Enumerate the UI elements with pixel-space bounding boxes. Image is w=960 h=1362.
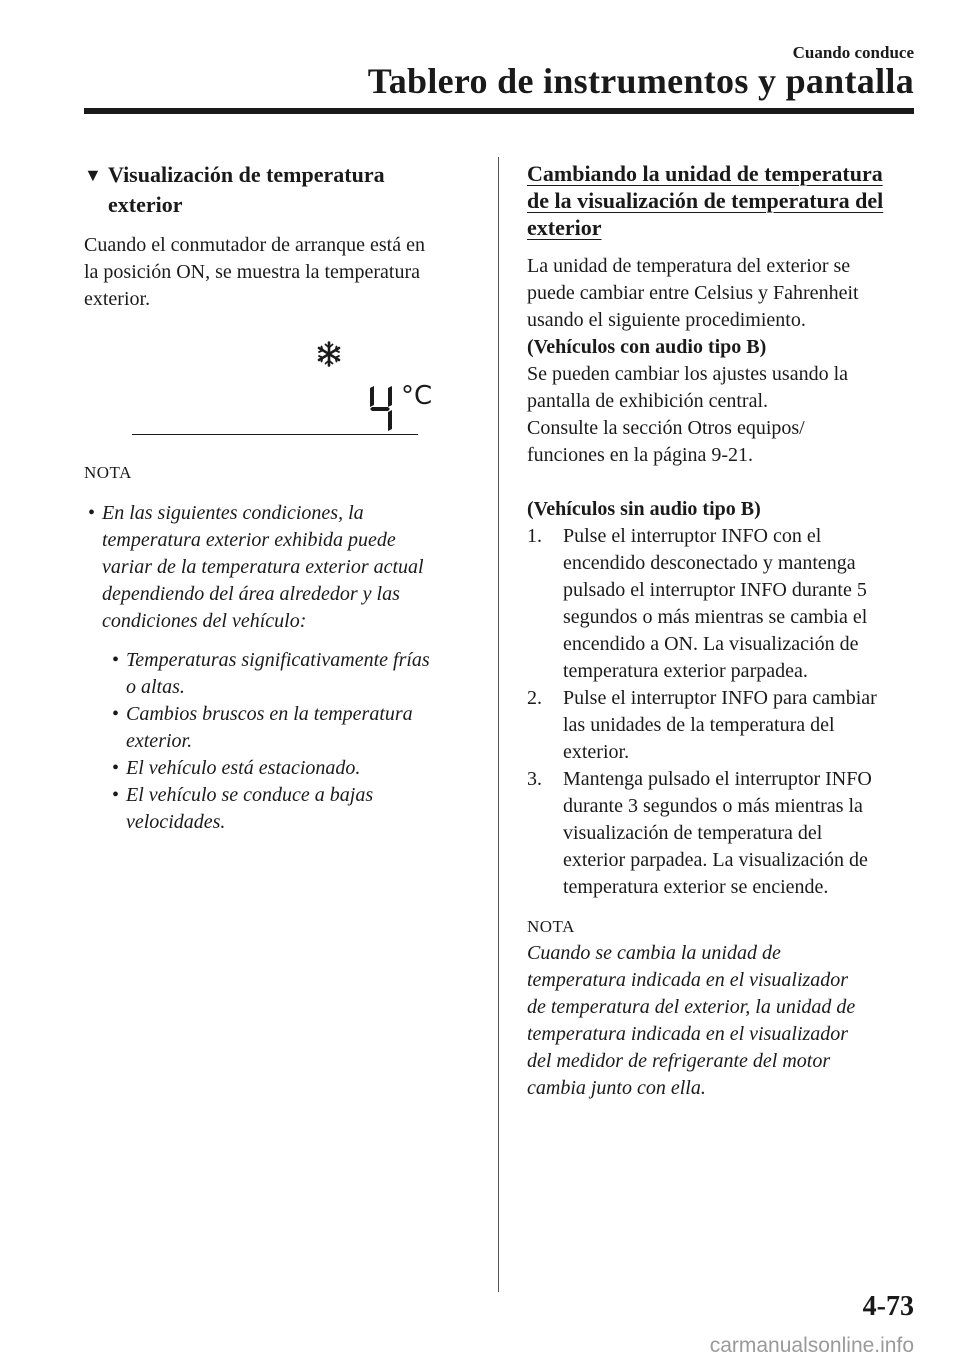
list-item [84,647,468,701]
section-heading-outside-temp [84,160,468,220]
heading-line: de la visualización de temperatura del [527,188,884,213]
step-number: 1. [527,525,542,547]
list-item [84,701,468,755]
text-line: exterior parpadea. La visualización de [563,849,868,871]
step-number: 2. [527,687,542,709]
text-line: visualización de temperatura del [563,822,823,844]
step-3 [527,766,917,901]
text-line: La unidad de temperatura del exterior se [527,255,851,277]
page-number: 4-73 [862,1291,914,1322]
text-line: del medidor de refrigerante del motor [527,1050,831,1072]
text-line: Temperaturas significativamente frías [126,649,430,671]
subsection-heading-change-unit [527,160,917,241]
text-line: temperatura exterior exhibida puede [102,529,396,551]
nota-item [84,500,468,635]
heading-line-1: Visualización de temperatura [108,162,385,187]
column-divider [498,157,499,1292]
bullet-icon: • [112,784,120,806]
text-line: exterior. [126,730,193,752]
right-column [527,160,917,1102]
text-line: Cuando se cambia la unidad de [527,942,781,964]
segment-digit-4 [366,385,400,431]
text-line: Pulse el interruptor INFO con el [563,525,822,547]
step-1 [527,523,917,685]
no-type-b-label: (Vehículos sin audio tipo B) [527,498,761,520]
text-line: temperatura exterior parpadea. [563,660,808,682]
intro-paragraph [84,232,468,313]
text-line: durante 3 segundos o más mientras la [563,795,863,817]
text-line: de temperatura del exterior, la unidad de [527,996,856,1018]
bullet-icon: • [88,502,96,524]
text-line: encendido a ON. La visualización de [563,633,859,655]
text-line: condiciones del vehículo: [102,610,307,632]
nota-label: NOTA [527,917,575,936]
heading-line: Cambiando la unidad de temperatura [527,161,883,186]
condition-list [84,647,468,836]
heading-line-2: exterior [108,192,183,217]
intro-paragraph [527,253,917,523]
bullet-icon: • [112,757,120,779]
celsius-unit: °C [401,381,433,411]
text-line: puede cambiar entre Celsius y Fahrenheit [527,282,859,304]
text-line: temperatura exterior se enciende. [563,876,829,898]
watermark: carmanualsonline.info [709,1334,914,1357]
text-line: usando el siguiente procedimiento. [527,309,806,331]
temperature-display-figure [84,333,468,441]
left-column [84,160,468,836]
text-line: Cuando el conmutador de arranque está en [84,234,425,256]
procedure-steps [527,523,917,901]
header-section-label: Cuando conduce [792,43,914,62]
text-line: temperatura indicada en el visualizador [527,1023,849,1045]
text-line: velocidades. [126,811,226,833]
text-line: o altas. [126,676,185,698]
step-number: 3. [527,768,542,790]
text-line: Cambios bruscos en la temperatura [126,703,413,725]
list-item [84,755,468,782]
list-item [84,782,468,836]
text-line: dependiendo del área alrededor y las [102,583,400,605]
text-line: exterior. [563,741,630,763]
text-line: El vehículo se conduce a bajas [126,784,374,806]
snowflake-icon [316,341,342,367]
triangle-down-icon: ▼ [84,165,102,185]
text-line: segundos o más mientras se cambia el [563,606,868,628]
text-line: En las siguientes condiciones, la [102,502,364,524]
text-line: la posición ON, se muestra la temperatura [84,261,420,283]
text-line: Consulte la sección Otros equipos/ [527,417,805,439]
bullet-icon: • [112,703,120,725]
text-line: encendido desconectado y mantenga [563,552,856,574]
text-line: Se pueden cambiar los ajustes usando la [527,363,849,385]
text-line: temperatura indicada en el visualizador [527,969,849,991]
bullet-icon: • [112,649,120,671]
text-line: El vehículo está estacionado. [126,757,361,779]
figure-underline [132,434,418,435]
nota-text [527,940,917,1102]
heading-line: exterior [527,215,602,240]
step-2 [527,685,917,766]
nota-label: NOTA [84,463,132,482]
text-line: funciones en la página 9-21. [527,444,754,466]
text-line: Pulse el interruptor INFO para cambiar [563,687,877,709]
text-line: Mantenga pulsado el interruptor INFO [563,768,872,790]
text-line: pulsado el interruptor INFO durante 5 [563,579,867,601]
text-line: las unidades de la temperatura del [563,714,835,736]
text-line: pantalla de exhibición central. [527,390,769,412]
text-line: variar de la temperatura exterior actual [102,556,424,578]
text-line: cambia junto con ella. [527,1077,706,1099]
header-rule [84,108,914,114]
type-b-label: (Vehículos con audio tipo B) [527,336,767,358]
page-title: Tablero de instrumentos y pantalla [367,61,914,101]
text-line: exterior. [84,288,151,310]
